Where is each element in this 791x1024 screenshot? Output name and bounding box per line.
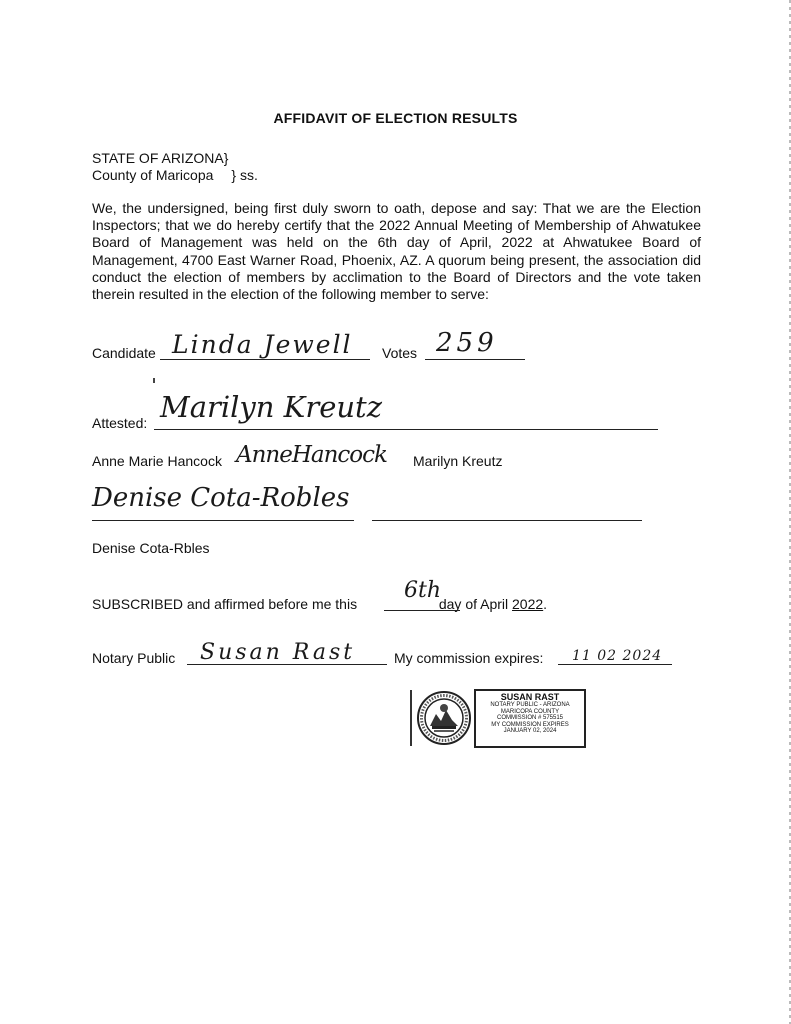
candidate-name-handwritten: Linda Jewell: [172, 330, 353, 359]
venue-county: [92, 167, 258, 184]
subscribed-line: [92, 596, 547, 613]
venue-state: STATE OF ARIZONA}: [92, 150, 229, 166]
stamp-line3: COMMISSION # 575515: [496, 715, 564, 722]
signer-anne-name: Anne Marie Hancock: [92, 453, 222, 469]
candidate-name-line: [160, 359, 370, 360]
subscribed-prefix: SUBSCRIBED and affirmed before me this: [92, 596, 358, 612]
subscribed-year: 2022: [512, 596, 544, 612]
signature-anne: AnneHancock: [236, 442, 387, 468]
stamp-line5: JANUARY 02, 2024: [503, 728, 557, 735]
signer-denise-name: Denise Cota-Rbles: [92, 540, 210, 556]
affidavit-paragraph: We, the undersigned, being first duly sworn to oath, depose and say: That we are the Election Inspectors; that we do hereby certify that the 2022 Annual Meeting of Membership of Ahwatukee Board of Management was held on the 6th day of April, 2022 at Ahwatukee Board of Management, 4700 East Warner Road, Phoenix, AZ. A quorum being present, the association did conduct the election of members by acclimation to the Board of Directors and the vote taken therein resulted in the election of the following member to serve:: [92, 200, 701, 303]
notary-label: Notary Public: [92, 650, 176, 666]
county-label: County of Maricopa: [92, 167, 214, 183]
stamp-line4: MY COMMISSION EXPIRES: [491, 721, 569, 728]
signature-denise: Denise Cota-Robles: [92, 483, 350, 513]
day-line: [384, 610, 460, 611]
stamp-line1: NOTARY PUBLIC - ARIZONA: [490, 702, 570, 708]
notary-stamp: [410, 688, 584, 748]
stamp-left-border: [410, 690, 412, 746]
votes-handwritten: 259: [436, 328, 498, 358]
stamp-name: SUSAN RAST: [500, 692, 560, 702]
notary-signature: Susan Rast: [200, 640, 356, 665]
document-title: AFFIDAVIT OF ELECTION RESULTS: [273, 110, 518, 126]
signer-marilyn-name: Marilyn Kreutz: [413, 453, 503, 469]
subscribed-suffix: day of April: [438, 596, 509, 612]
stamp-line2: MARICOPA COUNTY: [500, 708, 560, 715]
votes-label: Votes: [382, 345, 418, 361]
arizona-seal-icon: [416, 690, 472, 746]
subscribed-period: .: [543, 596, 548, 612]
commission-date: 11 02 2024: [572, 648, 663, 664]
attested-line: [154, 429, 658, 430]
commission-label: My commission expires:: [394, 650, 544, 666]
day-handwritten: 6th: [404, 578, 442, 603]
attested-label: Attested:: [92, 415, 148, 431]
signature-marilyn: Marilyn Kreutz: [160, 390, 382, 424]
commission-line: [558, 664, 672, 665]
stray-mark: [153, 378, 155, 383]
stamp-text-box: [474, 689, 586, 748]
denise-signature-line: [92, 520, 354, 521]
county-suffix: } ss.: [231, 167, 258, 183]
second-signature-line: [372, 520, 642, 521]
votes-line: [425, 359, 525, 360]
candidate-label: Candidate: [92, 345, 156, 361]
